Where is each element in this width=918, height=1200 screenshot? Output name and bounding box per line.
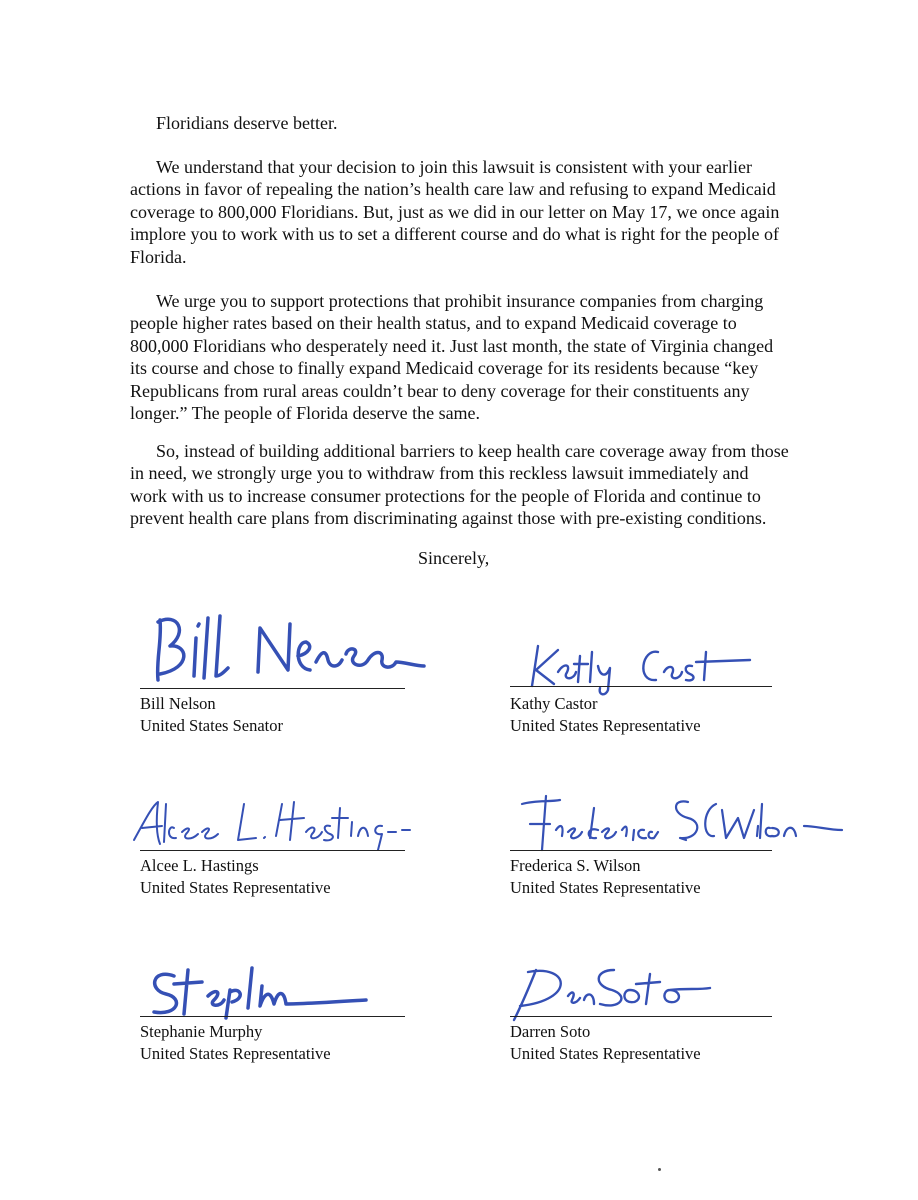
paragraph-3: We urge you to support protections that prohibit insurance companies from charging people higher rates based on their health status, and to expand Medicaid coverage to 800,000 Floridians who desperately need it. Just last month, the state of Virginia changed its course and chose to finally expand Medicaid coverage for its residents because “key Republicans from rural areas couldn’t bear to deny coverage for their constituents any longer.” The people of Florida deserve the same.	[130, 291, 774, 424]
page-mark	[658, 1168, 661, 1171]
signatory-title: United States Representative	[510, 1044, 701, 1063]
signatory-title: United States Representative	[510, 716, 701, 735]
signature-line	[140, 688, 405, 689]
signature-nelson-image	[148, 610, 428, 685]
signatory-name: Kathy Castor	[510, 694, 598, 713]
paragraph-4: So, instead of building additional barriers to keep health care coverage away from those in need, we strongly urge you to withdraw from this reckless lawsuit immediately and work with us to increase consumer protections for the people of Florida and continue to prevent health care plans from discriminating against those with pre-existing conditions.	[130, 441, 789, 529]
signature-hastings-image	[126, 792, 416, 854]
signatory-title: United States Representative	[510, 878, 701, 897]
signature-line	[140, 850, 405, 851]
signature-line	[140, 1016, 405, 1017]
signatory-name: Alcee L. Hastings	[140, 856, 259, 875]
signature-line	[510, 686, 772, 687]
closing-salutation: Sincerely,	[418, 548, 490, 568]
signatory-name: Stephanie Murphy	[140, 1022, 263, 1041]
paragraph-2: We understand that your decision to join this lawsuit is consistent with your earlier actions in favor of repealing the nation’s health care law and refusing to expand Medicaid coverage to 800,000 Floridians. But, just as we did in our letter on May 17, we once again implore you to work with us to set a different course and do what is right for the people of Florida.	[130, 157, 780, 267]
signature-line	[510, 850, 772, 851]
signature-wilson-image	[516, 790, 856, 856]
signatory-title: United States Representative	[140, 1044, 331, 1063]
signatory-name: Frederica S. Wilson	[510, 856, 641, 875]
signatory-name: Darren Soto	[510, 1022, 591, 1041]
signatory-title: United States Senator	[140, 716, 283, 735]
signature-line	[510, 1016, 772, 1017]
paragraph-1: Floridians deserve better.	[156, 113, 338, 133]
signatory-name: Bill Nelson	[140, 694, 216, 713]
signature-murphy-image	[144, 960, 384, 1022]
signature-castor-image	[518, 638, 758, 698]
signatory-title: United States Representative	[140, 878, 331, 897]
